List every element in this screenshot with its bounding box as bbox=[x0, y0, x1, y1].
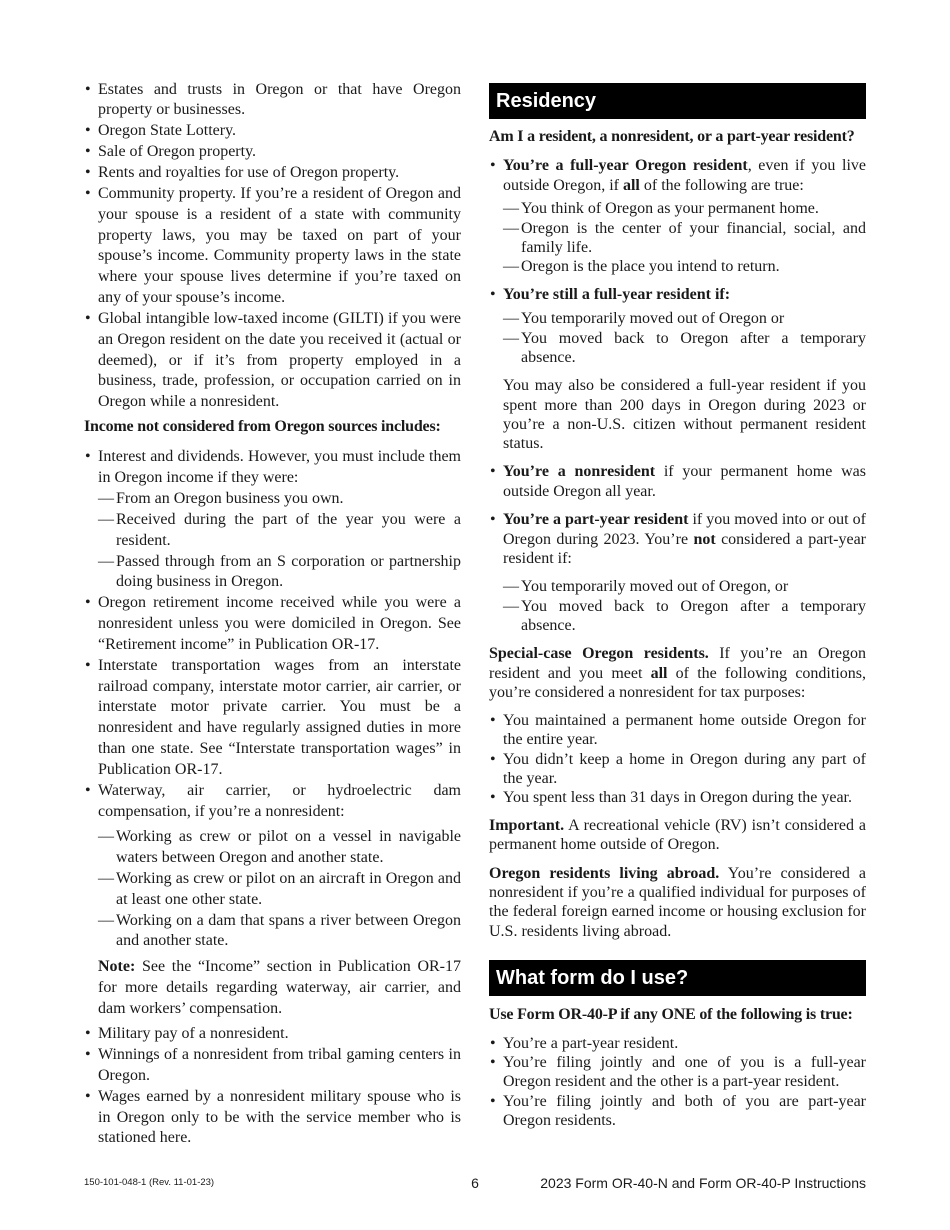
list-item bbox=[489, 788, 866, 807]
sub-list-item-text: Oregon is the place you intend to return. bbox=[521, 258, 780, 276]
list-item-full-year-resident bbox=[489, 156, 866, 276]
list-item-text: Estates and trusts in Oregon or that have Oregon property or businesses. bbox=[98, 80, 461, 119]
body-text: if your permanent home was outside Oregon all year. bbox=[503, 463, 866, 500]
bold-text: all bbox=[622, 176, 640, 194]
what-form-lead: Use Form OR-40-P if any ONE of the following is true: bbox=[489, 1005, 853, 1023]
oregon-source-income-list bbox=[84, 80, 461, 414]
what-form-list bbox=[489, 1034, 866, 1130]
list-item-part-year-resident bbox=[489, 510, 866, 635]
waterway-note bbox=[98, 957, 461, 1020]
sub-list-item-text: You moved back to Oregon after a temporary absence. bbox=[521, 597, 866, 634]
list-item bbox=[84, 1087, 461, 1150]
list-item-text: You maintained a permanent home outside Oregon for the entire year. bbox=[503, 712, 866, 749]
residency-question: Am I a resident, a nonresident, or a part-year resident? bbox=[489, 128, 855, 146]
bold-text: You’re still a full-year resident if: bbox=[503, 286, 731, 304]
list-item-text: Interstate transportation wages from an interstate railroad company, interstate motor carrier, air carrier, or interstate motor private carrier. You must be a nonresident and have regularly assigned duties in more than one state. See “Interstate transportation wages” in Publication OR-17. bbox=[98, 656, 461, 778]
bold-text: You’re a nonresident bbox=[503, 463, 656, 481]
list-item-nonresident bbox=[489, 462, 866, 501]
interest-sub-list bbox=[98, 489, 461, 593]
body-text: if you moved into or out of Oregon during 2023. You’re bbox=[503, 511, 866, 548]
list-item-text: You spent less than 31 days in Oregon during the year. bbox=[503, 789, 852, 807]
list-item bbox=[84, 309, 461, 413]
bold-text: not bbox=[693, 530, 716, 548]
list-item-text: Wages earned by a nonresident military spouse who is in Oregon only to be with the service member who is stationed here. bbox=[98, 1087, 461, 1147]
sub-list-item-text: You temporarily moved out of Oregon or bbox=[521, 310, 785, 328]
sub-list-item bbox=[98, 827, 461, 869]
list-item-text: Global intangible low-taxed income (GILTI) if you were an Oregon resident on the date you received it (actual or deemed), or if it’s from property employed in a business, trade, profession, or occupation carried on in Oregon while a nonresident. bbox=[98, 309, 461, 411]
waterway-sub-list bbox=[98, 827, 461, 952]
body-text: If you’re an Oregon resident and you meet bbox=[489, 645, 866, 682]
residency-status-list bbox=[489, 156, 866, 635]
list-item-text: Oregon State Lottery. bbox=[98, 122, 237, 140]
sub-list-item-text: Passed through from an S corporation or partnership doing business in Oregon. bbox=[116, 552, 461, 591]
left-column bbox=[84, 80, 461, 1150]
list-item-text: You’re a part-year resident. bbox=[503, 1034, 679, 1052]
body-text: A recreational vehicle (RV) isn’t considered a permanent home outside of Oregon. bbox=[489, 816, 866, 854]
sub-list-item bbox=[98, 510, 461, 552]
part-year-sub-list bbox=[503, 577, 866, 635]
bold-text: You’re a part-year resident bbox=[503, 511, 689, 529]
list-item bbox=[84, 142, 461, 163]
body-text: of the following conditions, you’re considered a nonresident for tax purposes: bbox=[489, 664, 866, 701]
list-item bbox=[84, 1045, 461, 1087]
body-text: considered a part-year resident if: bbox=[503, 530, 867, 567]
list-item-retirement bbox=[84, 593, 461, 656]
body-text: You’re considered a nonresident if you’re a qualified individual for purposes of the federal foreign earned income or housing exclusion for U.S. residents living abroad. bbox=[489, 864, 866, 940]
list-item bbox=[84, 163, 461, 184]
list-item-interstate bbox=[84, 656, 461, 781]
sub-list-item bbox=[503, 309, 866, 328]
list-item bbox=[489, 750, 866, 789]
list-item bbox=[84, 184, 461, 309]
sub-list-item-text: Working on a dam that spans a river between Oregon and another state. bbox=[116, 911, 461, 950]
bold-label: Important. bbox=[489, 816, 565, 834]
note-text: See the “Income” section in Publication OR-17 for more details regarding waterway, air carrier, and dam workers’ compensation. bbox=[98, 958, 461, 1017]
full-year-sub-list bbox=[503, 199, 866, 276]
list-item-text: Community property. If you’re a resident of Oregon and your spouse is a resident of a state with community property laws, you may be taxed on part of your spouse’s income. Community property laws in the state where your spouse lives determine if you’re taxed on any of your spouse’s income. bbox=[98, 184, 461, 307]
sub-list-item bbox=[503, 577, 866, 596]
bold-text: all bbox=[650, 664, 668, 682]
body-text: , even if you live outside Oregon, if bbox=[503, 157, 866, 194]
residents-abroad-paragraph bbox=[489, 864, 866, 941]
sub-list-item-text: Received during the part of the year you were a resident. bbox=[116, 510, 461, 549]
sub-list-item bbox=[98, 869, 461, 911]
special-case-paragraph bbox=[489, 644, 866, 702]
sub-list-item-text: Oregon is the center of your financial, social, and family life. bbox=[521, 219, 866, 256]
list-item-still-resident bbox=[489, 285, 866, 453]
still-resident-note: You may also be considered a full-year resident if you spent more than 200 days in Oregon during 2023 or you’re a non-U.S. citizen without permanent resident status. bbox=[503, 377, 866, 453]
list-item-text: Interest and dividends. However, you must include them in Oregon income if they were: bbox=[98, 448, 461, 487]
sub-list-item-text: From an Oregon business you own. bbox=[116, 490, 344, 508]
section-header-residency: Residency bbox=[489, 83, 866, 119]
section-header-what-form: What form do I use? bbox=[489, 960, 866, 996]
list-item-text: You didn’t keep a home in Oregon during any part of the year. bbox=[503, 750, 866, 788]
list-item-interest bbox=[84, 447, 461, 593]
footer-title: 2023 Form OR-40-N and Form OR-40-P Instructions bbox=[540, 1175, 866, 1191]
non-oregon-source-income-list bbox=[84, 447, 461, 1019]
sub-list-item bbox=[503, 199, 866, 218]
right-column bbox=[489, 83, 866, 1130]
sub-list-item bbox=[98, 489, 461, 510]
list-item bbox=[84, 121, 461, 142]
list-item-text: Military pay of a nonresident. bbox=[98, 1025, 289, 1043]
sub-list-item-text: You think of Oregon as your permanent home. bbox=[521, 200, 819, 218]
list-item-text: You’re filing jointly and both of you are part-year Oregon residents. bbox=[503, 1092, 866, 1129]
sub-list-item bbox=[98, 911, 461, 953]
sub-list-item bbox=[98, 552, 461, 594]
sub-list-item bbox=[503, 257, 866, 276]
note-label: Note: bbox=[98, 958, 136, 976]
list-item-text: Winnings of a nonresident from tribal gaming centers in Oregon. bbox=[98, 1046, 461, 1084]
sub-list-item bbox=[503, 329, 866, 368]
list-item-text: Waterway, air carrier, or hydroelectric dam compensation, if you’re a nonresident: bbox=[98, 781, 461, 820]
special-case-conditions-list bbox=[489, 711, 866, 807]
list-item bbox=[489, 1034, 866, 1053]
list-item bbox=[84, 80, 461, 122]
important-paragraph bbox=[489, 816, 866, 855]
list-item bbox=[489, 711, 866, 750]
sub-list-item-text: You moved back to Oregon after a temporary absence. bbox=[521, 329, 866, 366]
still-resident-sub-list bbox=[503, 309, 866, 367]
list-item-text: Oregon retirement income received while you were a nonresident unless you were domiciled in Oregon. See “Retirement income” in Publication OR-17. bbox=[98, 594, 461, 653]
body-text: of the following are true: bbox=[639, 176, 804, 194]
bold-text: You’re a full-year Oregon resident bbox=[503, 157, 748, 175]
list-item-waterway bbox=[84, 781, 461, 1020]
not-oregon-sources-heading: Income not considered from Oregon sources includes: bbox=[84, 418, 441, 436]
list-item-text: Sale of Oregon property. bbox=[98, 143, 257, 161]
list-item bbox=[489, 1053, 866, 1092]
bold-label: Oregon residents living abroad. bbox=[489, 864, 720, 882]
non-oregon-source-income-list-continued bbox=[84, 1024, 461, 1149]
list-item-text: You’re filing jointly and one of you is a full-year Oregon resident and the other is a part-year resident. bbox=[503, 1054, 866, 1091]
bold-label: Special-case Oregon residents. bbox=[489, 645, 709, 663]
sub-list-item-text: Working as crew or pilot on a vessel in navigable waters between Oregon and another state. bbox=[116, 828, 461, 867]
sub-list-item-text: Working as crew or pilot on an aircraft in Oregon and at least one other state. bbox=[116, 869, 461, 908]
list-item bbox=[84, 1024, 461, 1045]
footer-form-number: 150-101-048-1 (Rev. 11-01-23) bbox=[84, 1177, 215, 1188]
list-item-text: Rents and royalties for use of Oregon property. bbox=[98, 163, 400, 181]
sub-list-item-text: You temporarily moved out of Oregon, or bbox=[521, 578, 789, 596]
list-item bbox=[489, 1092, 866, 1131]
sub-list-item bbox=[503, 597, 866, 636]
sub-list-item bbox=[503, 219, 866, 258]
footer-page-number: 6 bbox=[471, 1175, 479, 1191]
